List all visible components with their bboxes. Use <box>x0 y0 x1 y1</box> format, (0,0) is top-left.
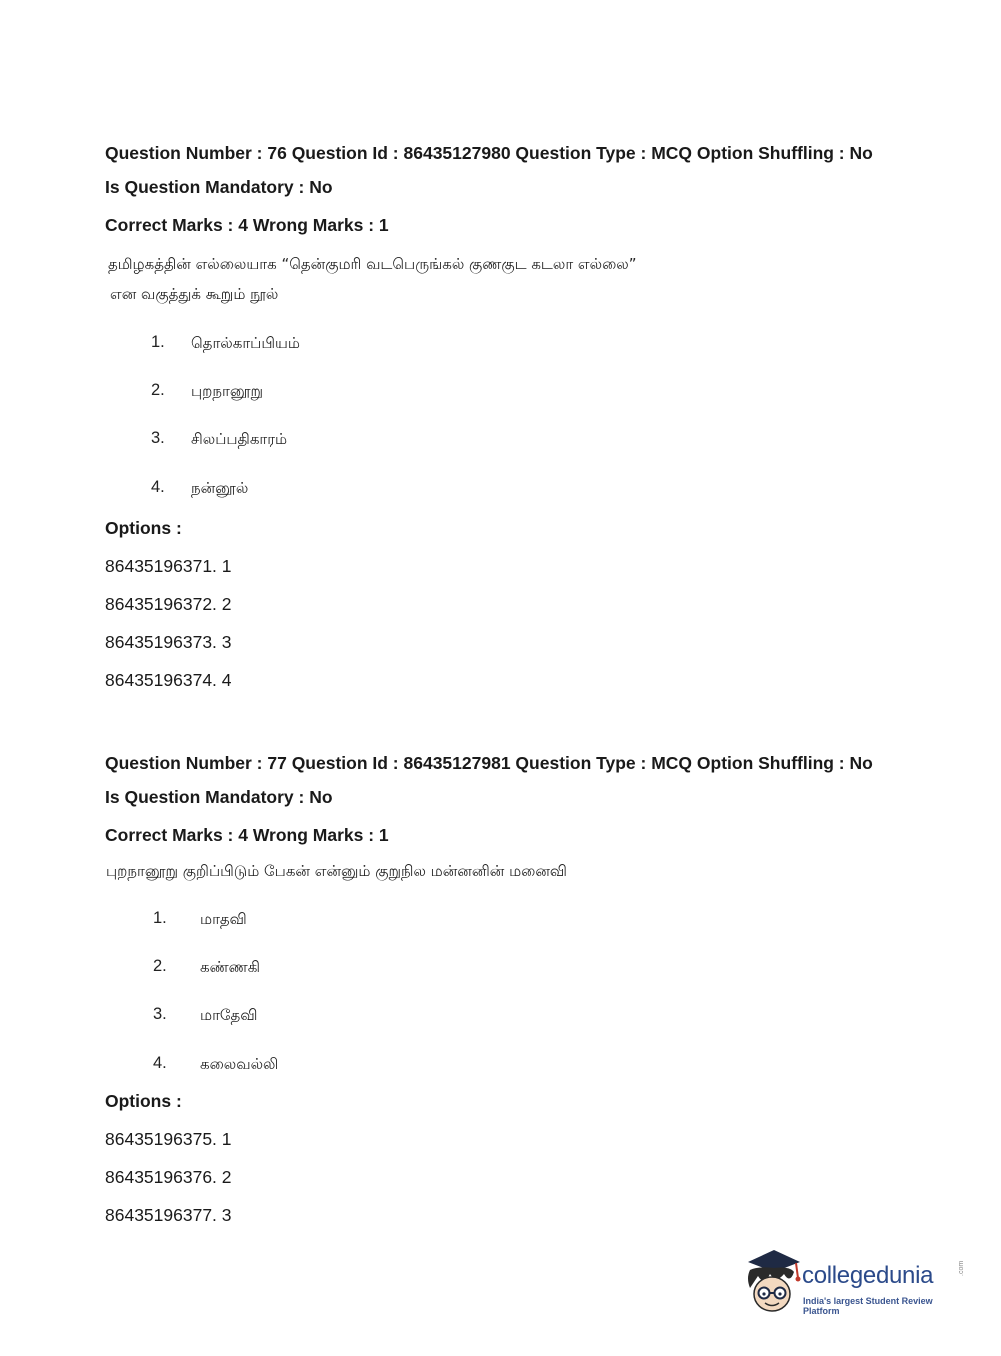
option-id: 86435196375. 1 <box>105 1129 232 1149</box>
options-label: Options : <box>105 1091 182 1111</box>
option-id: 86435196372. 2 <box>105 594 232 614</box>
choice-text: கலைவல்லி <box>200 1055 279 1073</box>
choice-text: தொல்காப்பியம் <box>191 334 300 352</box>
choice-text: நன்னூல் <box>191 479 249 497</box>
option-id: 86435196374. 4 <box>105 670 232 690</box>
question-marks: Correct Marks : 4 Wrong Marks : 1 <box>105 215 389 235</box>
question-header: Question Number : 76 Question Id : 86435127980 Question Type : MCQ Option Shuffling : No <box>105 143 873 163</box>
question-text: புறநானூறு குறிப்பிடும் பேகன் என்னும் குறுநில மன்னனின் மனைவி <box>106 862 567 880</box>
logo-tagline: India's largest Student Review Platform <box>803 1296 933 1316</box>
question-marks: Correct Marks : 4 Wrong Marks : 1 <box>105 825 389 845</box>
question-header: Question Number : 77 Question Id : 86435127981 Question Type : MCQ Option Shuffling : No <box>105 753 873 773</box>
choice-text: புறநானூறு <box>191 382 264 400</box>
option-id: 86435196373. 3 <box>105 632 232 652</box>
question-text: தமிழகத்தின் எல்லையாக “தென்குமரி வடபெருங்கல் குணகுட கடலா எல்லை” <box>108 255 637 273</box>
choice-text: சிலப்பதிகாரம் <box>191 430 288 448</box>
question-mandatory: Is Question Mandatory : No <box>105 177 333 197</box>
choice-number: 2. <box>153 957 167 975</box>
option-id: 86435196377. 3 <box>105 1205 232 1225</box>
choice-number: 3. <box>151 429 165 447</box>
choice-number: 2. <box>151 381 165 399</box>
choice-text: மாதவி <box>200 910 247 928</box>
choice-number: 4. <box>151 478 165 496</box>
choice-text: மாதேவி <box>200 1006 258 1024</box>
choice-number: 1. <box>153 909 167 927</box>
option-id: 86435196371. 1 <box>105 556 232 576</box>
question-mandatory: Is Question Mandatory : No <box>105 787 333 807</box>
mascot-icon <box>740 1248 802 1318</box>
choice-text: கண்ணகி <box>200 958 261 976</box>
collegedunia-logo[interactable] <box>740 1248 970 1318</box>
option-id: 86435196376. 2 <box>105 1167 232 1187</box>
choice-number: 3. <box>153 1005 167 1023</box>
choice-number: 1. <box>151 333 165 351</box>
options-label: Options : <box>105 518 182 538</box>
question-text: என வகுத்துக் கூறும் நூல் <box>110 285 279 303</box>
choice-number: 4. <box>153 1054 167 1072</box>
logo-wordmark: collegedunia <box>802 1262 934 1289</box>
logo-suffix: .com <box>958 1260 965 1276</box>
